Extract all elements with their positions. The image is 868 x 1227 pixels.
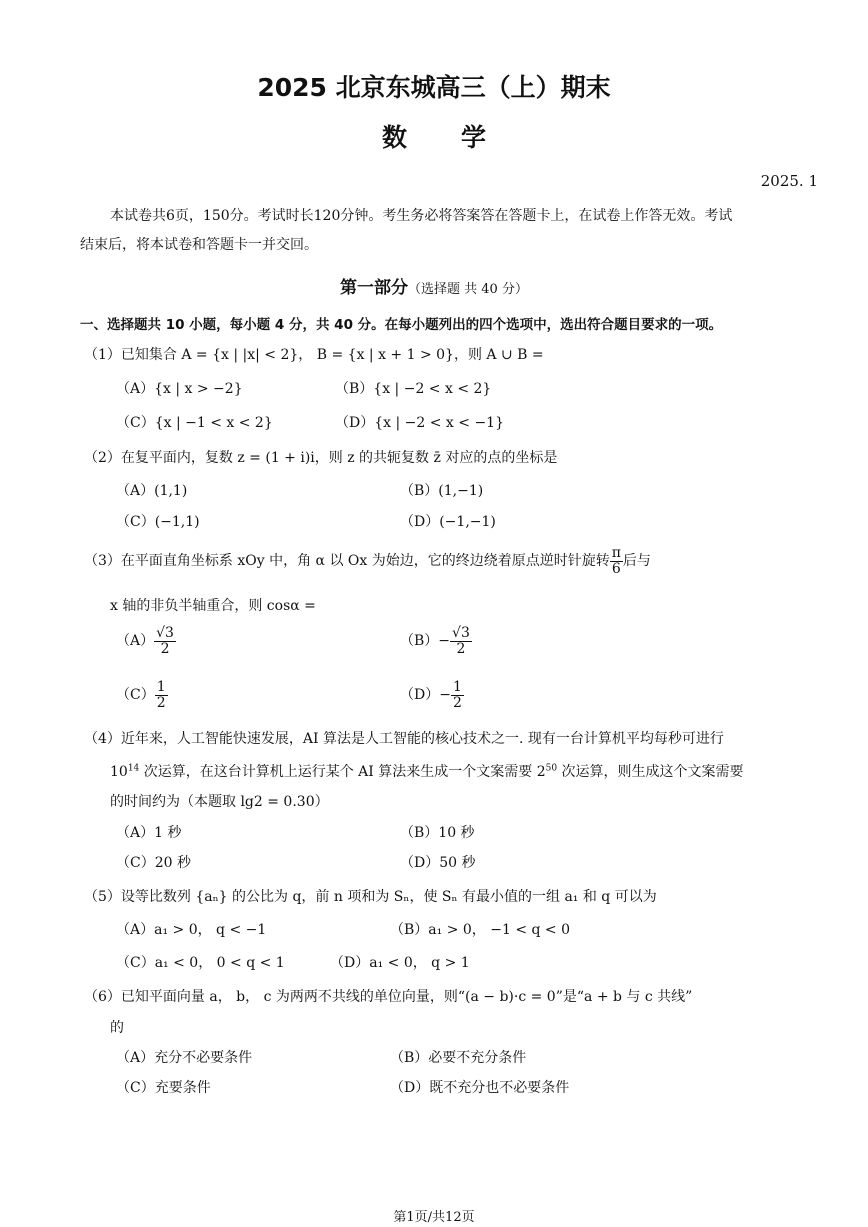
fraction-denominator: 6	[611, 560, 621, 577]
q1-option-b: （B）{x | −2 < x < 2}	[335, 381, 492, 397]
q3-option-c	[116, 680, 168, 710]
minus-sign: −	[438, 633, 451, 650]
question-4-line-1: （4）近年来，人工智能快速发展，AI 算法是人工智能的核心技术之一. 现有一台计算机平均每秒可进行	[84, 731, 724, 747]
option-label: （D）	[400, 687, 440, 704]
fraction-denominator: 2	[452, 694, 462, 711]
q5-option-d: （D）a₁ < 0， q > 1	[330, 955, 470, 971]
option-fraction	[155, 680, 168, 710]
question-4-line-3: 的时间约为（本题取 lg2 = 0.30）	[110, 794, 329, 810]
q5-option-a: （A）a₁ > 0， q < −1	[116, 922, 267, 938]
fraction-numerator: 1	[452, 679, 462, 695]
fraction-denominator: 2	[456, 640, 466, 657]
power-base: 10	[110, 764, 128, 780]
fraction-numerator: √3	[156, 625, 174, 641]
q3-option-a	[116, 626, 176, 656]
q5-option-c: （C）a₁ < 0， 0 < q < 1	[116, 955, 285, 971]
exponent: 50	[545, 763, 558, 774]
exponent: 14	[127, 763, 140, 774]
q4-option-a: （A）1 秒	[116, 825, 182, 841]
part-note: （选择题 共 40 分）	[408, 282, 528, 297]
option-label: （C）	[116, 687, 155, 704]
question-1-stem: （1）已知集合 A = {x | |x| < 2}， B = {x | x + 1 > 0}，则 A ∪ B =	[84, 347, 544, 363]
fraction-numerator: √3	[452, 625, 470, 641]
line-text: 次运算，在这台计算机上运行某个 AI 算法来生成一个文案需要 2	[139, 764, 546, 780]
section-heading: 一、选择题共 10 小题，每小题 4 分，共 40 分。在每小题列出的四个选项中，选出符合题目要求的一项。	[80, 317, 723, 333]
q1-option-a: （A）{x | x > −2}	[116, 381, 243, 397]
q3-option-d	[400, 680, 464, 710]
option-label: （B）	[400, 633, 439, 650]
fraction-denominator: 2	[156, 694, 166, 711]
q6-option-a: （A）充分不必要条件	[116, 1050, 253, 1066]
fraction-numerator: 1	[156, 679, 166, 695]
q2-option-a: （A）(1,1)	[116, 483, 188, 499]
intro-line-1: 本试卷共6页，150分。考试时长120分钟。考生务必将答案答在答题卡上，在试卷上作答无效。考试	[110, 208, 733, 224]
question-2-stem: （2）在复平面内，复数 z = (1 + i)i，则 z 的共轭复数 z̄ 对应的点的坐标是	[84, 450, 558, 466]
option-label: （A）	[116, 633, 155, 650]
q1-option-d: （D）{x | −2 < x < −1}	[335, 415, 504, 431]
option-fraction	[450, 626, 472, 656]
question-4-line-2	[110, 761, 744, 781]
question-6-stem-line-2: 的	[110, 1020, 124, 1036]
intro-line-2: 结束后，将本试卷和答题卡一并交回。	[80, 237, 318, 253]
subject-title: 数学	[381, 123, 540, 152]
line-text: 次运算，则生成这个文案需要	[557, 764, 744, 780]
fraction-denominator: 2	[160, 640, 170, 657]
q4-option-c: （C）20 秒	[116, 855, 191, 871]
question-6-stem: （6）已知平面向量 a， b， c 为两两不共线的单位向量，则“(a − b)·c = 0”是“a + b 与 c 共线”	[84, 989, 693, 1005]
option-fraction	[154, 626, 176, 656]
exam-title: 2025 北京东城高三（上）期末	[257, 73, 611, 102]
question-3-stem-line-2: x 轴的非负半轴重合，则 cosα =	[110, 598, 316, 614]
part-heading	[0, 273, 868, 298]
q3-option-b	[400, 626, 472, 656]
fraction-numerator: π	[611, 545, 621, 561]
q2-option-b: （B）(1,−1)	[400, 483, 484, 499]
q1-option-c: （C）{x | −1 < x < 2}	[116, 415, 273, 431]
page-number: 第1页/共12页	[393, 1210, 475, 1225]
exam-date: 2025. 1	[760, 172, 818, 190]
q6-option-c: （C）充要条件	[116, 1080, 211, 1096]
question-5-stem: （5）设等比数列 {aₙ} 的公比为 q，前 n 项和为 Sₙ，使 Sₙ 有最小值的一组 a₁ 和 q 可以为	[84, 889, 657, 905]
q4-option-d: （D）50 秒	[400, 855, 476, 871]
pi-over-six-fraction	[610, 546, 623, 576]
q6-option-b: （B）必要不充分条件	[390, 1050, 527, 1066]
q2-option-d: （D）(−1,−1)	[400, 514, 496, 530]
q3-stem-text-a: （3）在平面直角坐标系 xOy 中，角 α 以 Ox 为始边，它的终边绕着原点逆时针旋转	[84, 553, 610, 570]
q6-option-d: （D）既不充分也不必要条件	[390, 1080, 570, 1096]
question-3-stem	[84, 546, 651, 576]
q5-option-b: （B）a₁ > 0， −1 < q < 0	[390, 922, 571, 938]
q3-stem-text-b: 后与	[622, 553, 651, 570]
q2-option-c: （C）(−1,1)	[116, 514, 200, 530]
q4-option-b: （B）10 秒	[400, 825, 475, 841]
option-fraction	[451, 680, 464, 710]
minus-sign: −	[439, 687, 451, 704]
part-title: 第一部分	[340, 278, 409, 298]
